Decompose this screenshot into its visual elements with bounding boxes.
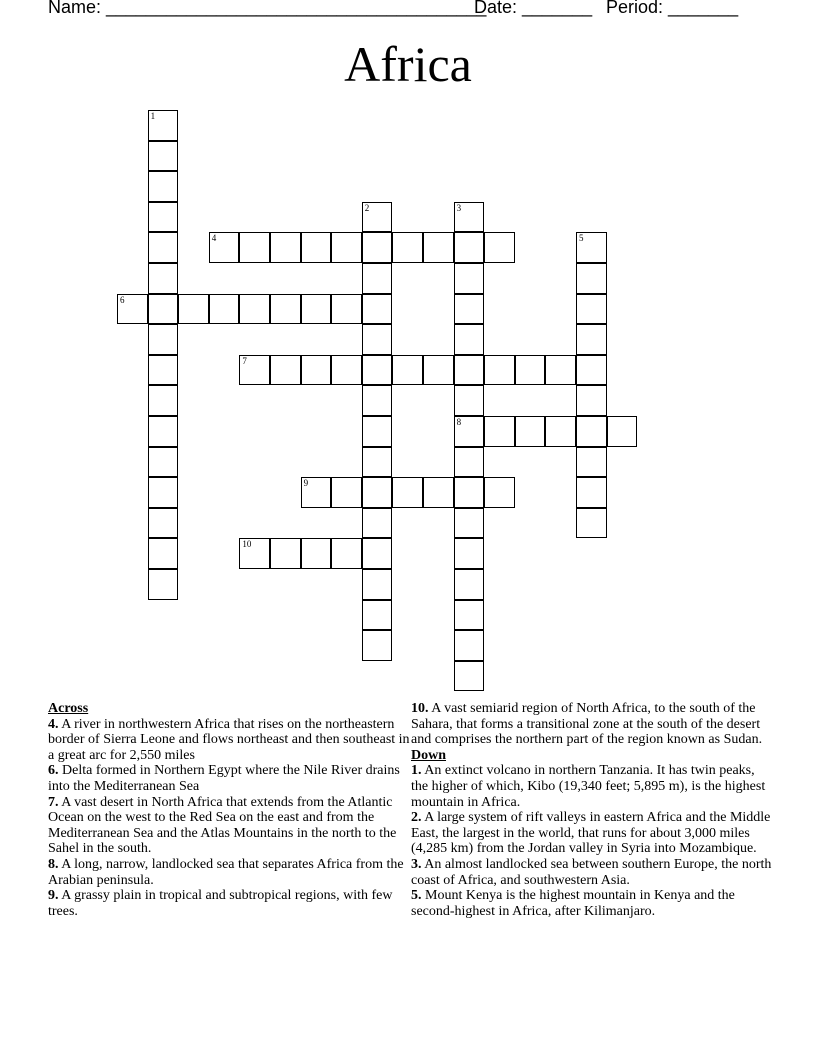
crossword-cell[interactable] [454, 355, 485, 386]
clue-number: 8. [48, 856, 59, 872]
crossword-cell[interactable] [270, 232, 301, 263]
crossword-cell[interactable] [576, 447, 607, 478]
crossword-cell[interactable] [239, 538, 270, 569]
crossword-cell[interactable] [545, 416, 576, 447]
crossword-cell[interactable] [484, 355, 515, 386]
crossword-cell[interactable] [178, 294, 209, 325]
clue-text: A long, narrow, landlocked sea that separates Africa from the Arabian peninsula. [48, 856, 404, 888]
crossword-cell[interactable] [270, 294, 301, 325]
clue-text: Mount Kenya is the highest mountain in Kenya and the second-highest in Africa, after Kilimanjaro. [411, 888, 735, 919]
crossword-cell[interactable] [331, 294, 362, 325]
crossword-cell[interactable] [301, 477, 332, 508]
crossword-cell[interactable] [362, 630, 393, 661]
clue-across-6 [48, 763, 410, 794]
crossword-cell[interactable] [484, 416, 515, 447]
crossword-cell[interactable] [454, 447, 485, 478]
across-heading: Across [48, 701, 89, 716]
crossword-cell[interactable] [576, 416, 607, 447]
crossword-cell[interactable] [423, 477, 454, 508]
crossword-cell[interactable] [148, 538, 179, 569]
clue-number-label: 3 [456, 202, 462, 213]
crossword-cell[interactable] [362, 263, 393, 294]
crossword-cell[interactable] [148, 508, 179, 539]
crossword-cell[interactable] [576, 294, 607, 325]
crossword-cell[interactable] [362, 477, 393, 508]
crossword-cell[interactable] [454, 477, 485, 508]
crossword-cell[interactable] [454, 538, 485, 569]
crossword-cell[interactable] [454, 416, 485, 447]
clue-number: 3. [411, 856, 422, 872]
crossword-cell[interactable] [301, 294, 332, 325]
clue-text: A river in northwestern Africa that rises on the northeastern border of Sierra Leone and flows northeast and then southeast in a great arc for 2,550 miles [48, 716, 410, 763]
crossword-cell[interactable] [270, 538, 301, 569]
crossword-cell[interactable] [576, 385, 607, 416]
clues-left-column [48, 701, 410, 919]
clue-down-5 [411, 888, 773, 919]
crossword-cell[interactable] [362, 324, 393, 355]
clue-number: 7. [48, 794, 59, 810]
crossword-cell[interactable] [239, 232, 270, 263]
clue-across-7 [48, 795, 410, 857]
crossword-cell[interactable] [117, 294, 148, 325]
crossword-cell[interactable] [148, 202, 179, 233]
clue-number: 2. [411, 810, 422, 826]
crossword-cell[interactable] [270, 355, 301, 386]
crossword-cell[interactable] [301, 355, 332, 386]
down-heading: Down [411, 747, 447, 763]
crossword-cell[interactable] [362, 202, 393, 233]
crossword-cell[interactable] [576, 477, 607, 508]
clue-number: 1. [411, 763, 422, 779]
crossword-cell[interactable] [362, 447, 393, 478]
crossword-cell[interactable] [392, 355, 423, 386]
crossword-cell[interactable] [576, 508, 607, 539]
crossword-cell[interactable] [362, 385, 393, 416]
crossword-cell[interactable] [576, 263, 607, 294]
clue-across-8 [48, 857, 410, 888]
crossword-cell[interactable] [362, 569, 393, 600]
crossword-cell[interactable] [454, 630, 485, 661]
crossword-cell[interactable] [362, 355, 393, 386]
crossword-cell[interactable] [301, 538, 332, 569]
crossword-cell[interactable] [454, 385, 485, 416]
crossword-cell[interactable] [148, 263, 179, 294]
crossword-cell[interactable] [362, 538, 393, 569]
clue-number: 10. [411, 701, 429, 716]
clue-across-9 [48, 888, 410, 919]
clue-number-label: 6 [120, 294, 125, 305]
clue-number-label: 1 [150, 111, 156, 121]
crossword-cell[interactable] [331, 477, 362, 508]
clue-text: An extinct volcano in northern Tanzania. It has twin peaks, the higher of which, Kibo (19,340 feet; 5,895 m), is the highest mountain in Africa. [411, 763, 766, 810]
crossword-cell[interactable] [148, 171, 179, 202]
crossword-cell[interactable] [392, 477, 423, 508]
crossword-cell[interactable] [239, 294, 270, 325]
crossword-cell[interactable] [148, 355, 179, 386]
crossword-cell[interactable] [454, 600, 485, 631]
crossword-cell[interactable] [331, 355, 362, 386]
crossword-cell[interactable] [576, 324, 607, 355]
crossword-cell[interactable] [423, 355, 454, 386]
clue-across-4 [48, 717, 410, 764]
date-field[interactable]: Date: _______ [474, 0, 593, 17]
clues-right-column [411, 701, 773, 919]
clue-number: 9. [48, 888, 59, 904]
crossword-cell[interactable] [148, 447, 179, 478]
clue-text: Delta formed in Northern Egypt where the Nile River drains into the Mediterranean Sea [48, 763, 400, 794]
crossword-cell[interactable] [209, 294, 240, 325]
clue-number-label: 5 [579, 233, 584, 244]
crossword-cell[interactable] [148, 477, 179, 508]
crossword-cell[interactable] [515, 416, 546, 447]
crossword-cell[interactable] [331, 538, 362, 569]
crossword-cell[interactable] [148, 416, 179, 447]
clue-number-label: 10 [242, 539, 252, 550]
crossword-cell[interactable] [454, 324, 485, 355]
clue-text: A large system of rift valleys in eastern Africa and the Middle East, the largest in the world, that runs for about 3,000 miles (4,285 km) from the Jordan valley in Syria into Mozambique. [411, 810, 771, 857]
clue-number-label: 4 [211, 233, 217, 244]
crossword-cell[interactable] [515, 355, 546, 386]
clue-down-1 [411, 763, 773, 810]
crossword-cell[interactable] [148, 232, 179, 263]
clue-down-3 [411, 857, 773, 888]
crossword-cell[interactable] [148, 141, 179, 172]
name-field[interactable]: Name: ______________________________________ [48, 0, 487, 17]
clue-number-label: 7 [242, 355, 247, 366]
crossword-cell[interactable] [454, 294, 485, 325]
clue-text: An almost landlocked sea between southern Europe, the north coast of Africa, and southwestern Asia. [411, 856, 772, 888]
clue-down-2 [411, 810, 773, 857]
crossword-cell[interactable] [362, 416, 393, 447]
crossword-cell[interactable] [239, 355, 270, 386]
crossword-cell[interactable] [576, 355, 607, 386]
crossword-cell[interactable] [607, 416, 638, 447]
clue-number: 6. [48, 763, 59, 779]
crossword-cell[interactable] [362, 294, 393, 325]
crossword-cell[interactable] [454, 202, 485, 233]
clue-number: 5. [411, 888, 422, 904]
crossword-cell[interactable] [301, 232, 332, 263]
crossword-cell[interactable] [484, 232, 515, 263]
crossword-cell[interactable] [454, 232, 485, 263]
crossword-cell[interactable] [362, 508, 393, 539]
clue-text: A vast desert in North Africa that extends from the Atlantic Ocean on the west to the Red Sea on the east and from the Mediterranean Sea and the Atlas Mountains in the north to the Sahel in the south. [48, 794, 397, 857]
crossword-cell[interactable] [362, 232, 393, 263]
crossword-cell[interactable] [576, 232, 607, 263]
crossword-cell[interactable] [148, 110, 179, 141]
crossword-cell[interactable] [148, 385, 179, 416]
page-title: Africa [344, 36, 472, 92]
crossword-cell[interactable] [148, 294, 179, 325]
crossword-cell[interactable] [454, 569, 485, 600]
crossword-cell[interactable] [331, 232, 362, 263]
clue-text: A grassy plain in tropical and subtropical regions, with few trees. [48, 888, 393, 919]
clue-number-label: 8 [456, 417, 462, 427]
crossword-cell[interactable] [545, 355, 576, 386]
period-field[interactable]: Period: _______ [606, 0, 739, 17]
crossword-cell[interactable] [423, 232, 454, 263]
crossword-cell[interactable] [484, 477, 515, 508]
clue-number-label: 9 [303, 478, 309, 489]
clue-number: 4. [48, 716, 59, 732]
clue-text: A vast semiarid region of North Africa, to the south of the Sahara, that forms a transitional zone at the south of the desert and comprises the northern part of the region known as Sudan. [411, 701, 763, 748]
crossword-cell[interactable] [148, 569, 179, 600]
crossword-cell[interactable] [209, 232, 240, 263]
clue-across-10 [411, 701, 773, 748]
crossword-cell[interactable] [454, 508, 485, 539]
crossword-cell[interactable] [392, 232, 423, 263]
crossword-cell[interactable] [454, 263, 485, 294]
clue-number-label: 2 [364, 202, 370, 213]
crossword-cell[interactable] [148, 324, 179, 355]
crossword-cell[interactable] [454, 661, 485, 692]
crossword-cell[interactable] [362, 600, 393, 631]
